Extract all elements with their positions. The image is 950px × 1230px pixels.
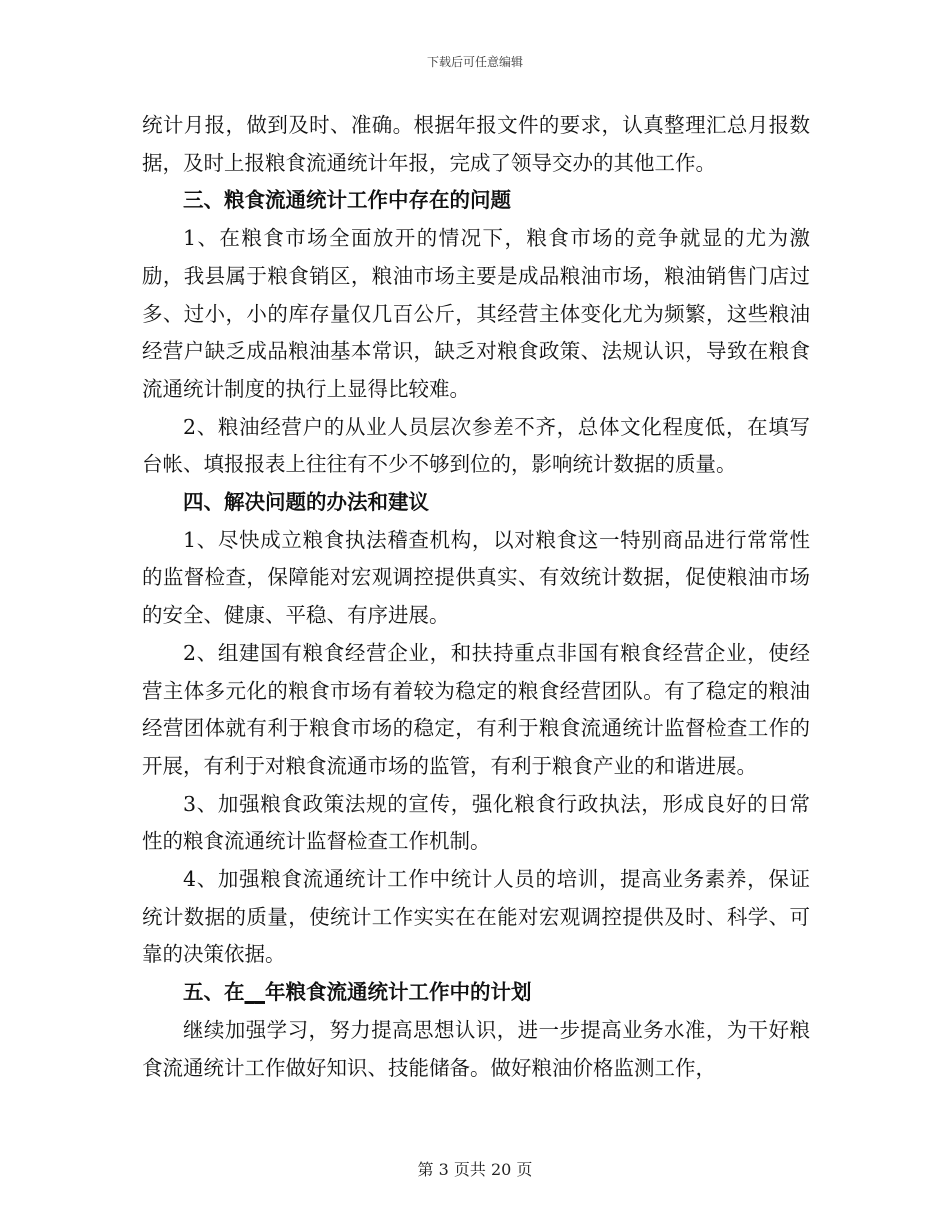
section-heading-4: 四、解决问题的办法和建议 <box>183 490 429 515</box>
document-body <box>142 107 810 1087</box>
paragraph-4-1: 1、尽快成立粮食执法稽查机构，以对粮食这一特别商品进行常常性的监督检查，保障能对宏观调控提供真实、有效统计数据，促使粮油市场的安全、健康、平稳、有序进展。 <box>142 527 810 628</box>
paragraph-4-3: 3、加强粮食政策法规的宣传，强化粮食行政执法，形成良好的日常性的粮食流通统计监督检查工作机制。 <box>142 791 810 854</box>
section-heading-5 <box>142 974 810 1012</box>
heading-prefix: 五、在 <box>183 980 245 1005</box>
heading-suffix: 年粮食流通统计工作中的计划 <box>265 980 532 1005</box>
year-blank: __ <box>244 980 265 1005</box>
paragraph-4-4: 4、加强粮食流通统计工作中统计人员的培训，提高业务素养，保证统计数据的质量，使统计工作实实在在能对宏观调控提供及时、科学、可靠的决策依据。 <box>142 867 810 967</box>
page-header: 下载后可任意编辑 <box>426 55 523 69</box>
paragraph-5-1: 继续加强学习，努力提高思想认识，进一步提高业务水准，为干好粮食流通统计工作做好知识、技能储备。做好粮油价格监测工作， <box>142 1017 810 1080</box>
paragraph-4-2: 2、组建国有粮食经营企业，和扶持重点非国有粮食经营企业，使经营主体多元化的粮食市场有着较为稳定的粮食经营团队。有了稳定的粮油经营团体就有利于粮食市场的稳定，有利于粮食流通统计监督检查工作的开展，有利于对粮食流通市场的监管，有利于粮食产业的和谐进展。 <box>142 640 810 778</box>
section-heading-3: 三、粮食流通统计工作中存在的问题 <box>183 188 511 213</box>
paragraph-3-2: 2、粮油经营户的从业人员层次参差不齐，总体文化程度低，在填写台帐、填报报表上往往有不少不够到位的，影响统计数据的质量。 <box>142 414 810 477</box>
paragraph-continued: 统计月报，做到及时、准确。根据年报文件的要求，认真整理汇总月报数据，及时上报粮食流通统计年报，完成了领导交办的其他工作。 <box>142 113 810 175</box>
paragraph-3-1: 1、在粮食市场全面放开的情况下，粮食市场的竞争就显的尤为激励，我县属于粮食销区，粮油市场主要是成品粮油市场，粮油销售门店过多、过小，小的库存量仅几百公斤，其经营主体变化尤为频繁，这些粮油经营户缺乏成品粮油基本常识，缺乏对粮食政策、法规认识，导致在粮食流通统计制度的执行上显得比较难。 <box>142 226 810 401</box>
page-footer: 第 3 页共 20 页 <box>417 1160 533 1179</box>
